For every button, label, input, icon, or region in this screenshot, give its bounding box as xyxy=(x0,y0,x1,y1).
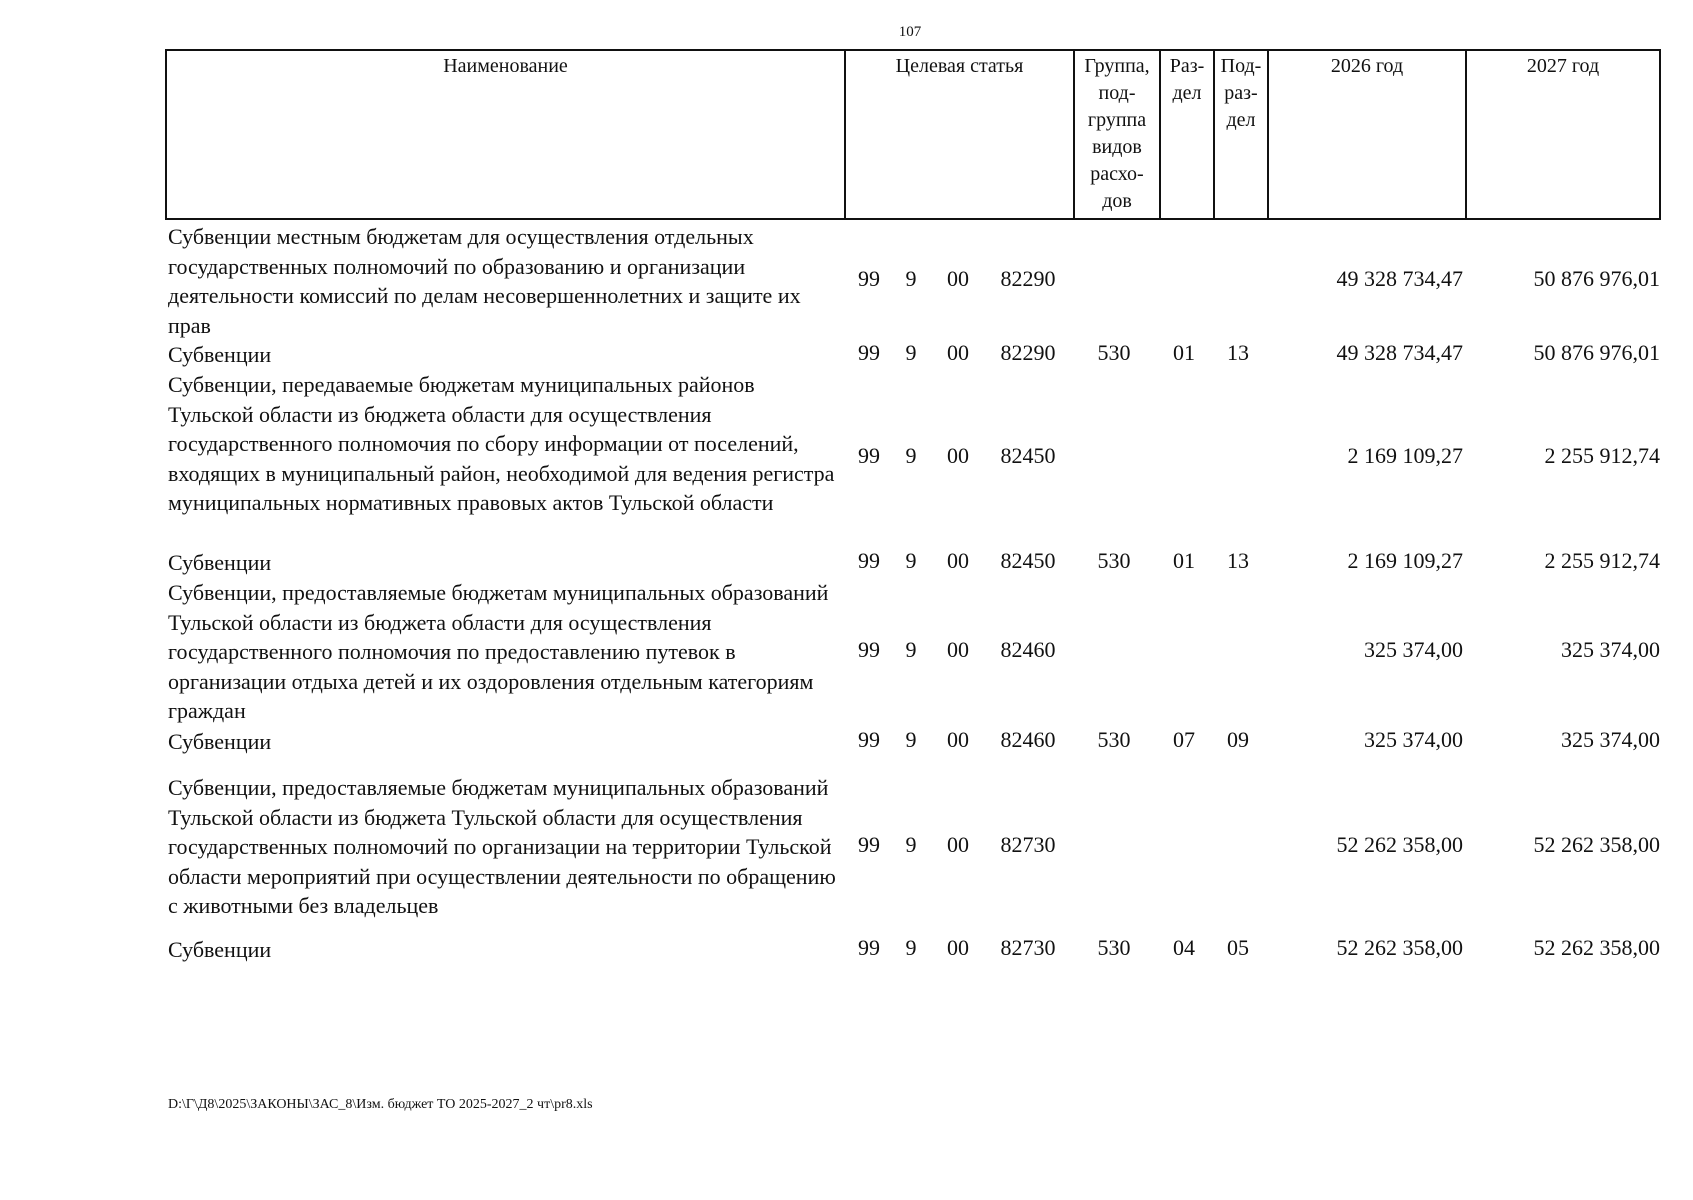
row-cs1: 99 xyxy=(858,935,880,960)
row-cs3: 00 xyxy=(947,637,969,662)
row-cs1: 99 xyxy=(858,266,880,291)
row-group: 530 xyxy=(1097,548,1131,573)
row-value-2026: 325 374,00 xyxy=(1364,637,1463,662)
header-target-article: Целевая статья xyxy=(844,51,1073,218)
row-cs1: 99 xyxy=(858,443,880,468)
row-name: Субвенции местным бюджетам для осуществления отдельных государственных полномочий по образованию и организации деятельности комиссий по делам несовершеннолетних и защите их прав xyxy=(168,224,801,338)
row-group: 530 xyxy=(1097,935,1131,960)
row-value-2026: 2 169 109,27 xyxy=(1347,443,1463,468)
row-cs3: 00 xyxy=(947,340,969,365)
row-cs2: 9 xyxy=(905,548,917,573)
row-name: Субвенции xyxy=(168,937,272,962)
row-value-2026: 49 328 734,47 xyxy=(1336,266,1463,291)
table-row xyxy=(0,548,1693,578)
row-value-2027: 325 374,00 xyxy=(1561,727,1660,752)
row-subsection: 09 xyxy=(1227,727,1249,752)
row-value-2027: 52 262 358,00 xyxy=(1533,935,1660,960)
row-group: 530 xyxy=(1097,340,1131,365)
row-cs3: 00 xyxy=(947,832,969,857)
row-value-2027: 325 374,00 xyxy=(1561,637,1660,662)
header-section: Раз- дел xyxy=(1159,51,1213,218)
row-subsection: 05 xyxy=(1227,935,1249,960)
row-value-2027: 52 262 358,00 xyxy=(1533,832,1660,857)
row-cs3: 00 xyxy=(947,443,969,468)
row-cs3: 00 xyxy=(947,727,969,752)
row-cs4: 82290 xyxy=(1000,266,1056,291)
row-value-2026: 2 169 109,27 xyxy=(1347,548,1463,573)
row-section: 07 xyxy=(1173,727,1195,752)
row-cs1: 99 xyxy=(858,832,880,857)
row-value-2027: 2 255 912,74 xyxy=(1544,548,1660,573)
row-cs4: 82290 xyxy=(1000,340,1056,365)
row-subsection: 13 xyxy=(1227,548,1249,573)
row-cs1: 99 xyxy=(858,548,880,573)
page-number: 107 xyxy=(898,24,922,40)
row-value-2026: 52 262 358,00 xyxy=(1336,832,1463,857)
row-value-2026: 325 374,00 xyxy=(1364,727,1463,752)
row-cs4: 82450 xyxy=(1000,443,1056,468)
row-subsection: 13 xyxy=(1227,340,1249,365)
table-row xyxy=(0,727,1693,757)
row-name: Субвенции, передаваемые бюджетам муниципальных районов Тульской области из бюджета области для осуществления государственного полномочия по сбору информации от поселений, входящих в муниципальный район, необходимой для ведения регистра муниципальных нормативных правовых актов Тульской области xyxy=(168,372,835,515)
row-cs1: 99 xyxy=(858,340,880,365)
row-name: Субвенции xyxy=(168,342,272,367)
row-cs4: 82460 xyxy=(1000,637,1056,662)
row-value-2026: 52 262 358,00 xyxy=(1336,935,1463,960)
row-section: 04 xyxy=(1173,935,1195,960)
header-year-2027: 2027 год xyxy=(1465,51,1659,218)
row-cs2: 9 xyxy=(905,340,917,365)
row-cs1: 99 xyxy=(858,637,880,662)
header-group: Группа, под- группа видов расхо- дов xyxy=(1073,51,1159,218)
row-cs3: 00 xyxy=(947,935,969,960)
row-cs2: 9 xyxy=(905,443,917,468)
row-name: Субвенции, предоставляемые бюджетам муниципальных образований Тульской области из бюджета области для осуществления государственного полномочия по предоставлению путевок в организации отдыха детей и их оздоровления отдельным категориям граждан xyxy=(168,580,829,723)
row-section: 01 xyxy=(1173,340,1195,365)
row-name: Субвенции xyxy=(168,729,272,754)
row-cs4: 82730 xyxy=(1000,935,1056,960)
row-cs2: 9 xyxy=(905,727,917,752)
row-cs2: 9 xyxy=(905,832,917,857)
row-cs2: 9 xyxy=(905,637,917,662)
table-header xyxy=(165,49,1661,220)
row-cs4: 82460 xyxy=(1000,727,1056,752)
row-value-2027: 50 876 976,01 xyxy=(1533,266,1660,291)
row-cs2: 9 xyxy=(905,266,917,291)
table-row xyxy=(0,578,1693,726)
row-cs4: 82450 xyxy=(1000,548,1056,573)
table-row xyxy=(0,773,1693,921)
table-row xyxy=(0,340,1693,370)
row-cs4: 82730 xyxy=(1000,832,1056,857)
row-name: Субвенции, предоставляемые бюджетам муниципальных образований Тульской области из бюджета Тульской области для осуществления государственных полномочий по организации на территории Тульской области мероприятий при осуществлении деятельности по обращению с животными без владельцев xyxy=(168,775,836,918)
row-name: Субвенции xyxy=(168,550,272,575)
row-value-2027: 2 255 912,74 xyxy=(1544,443,1660,468)
row-cs1: 99 xyxy=(858,727,880,752)
row-value-2027: 50 876 976,01 xyxy=(1533,340,1660,365)
row-cs2: 9 xyxy=(905,935,917,960)
footer-file-path: D:\Г\Д8\2025\ЗАКОНЫ\ЗАС_8\Изм. бюджет ТО 2025-2027_2 чт\pr8.xls xyxy=(168,1097,593,1112)
header-subsection: Под- раз- дел xyxy=(1213,51,1267,218)
header-name: Наименование xyxy=(443,55,568,77)
table-row xyxy=(0,935,1693,965)
row-cs3: 00 xyxy=(947,548,969,573)
row-section: 01 xyxy=(1173,548,1195,573)
row-group: 530 xyxy=(1097,727,1131,752)
table-row xyxy=(0,222,1693,340)
row-value-2026: 49 328 734,47 xyxy=(1336,340,1463,365)
header-year-2026: 2026 год xyxy=(1267,51,1465,218)
row-cs3: 00 xyxy=(947,266,969,291)
table-row xyxy=(0,370,1693,548)
